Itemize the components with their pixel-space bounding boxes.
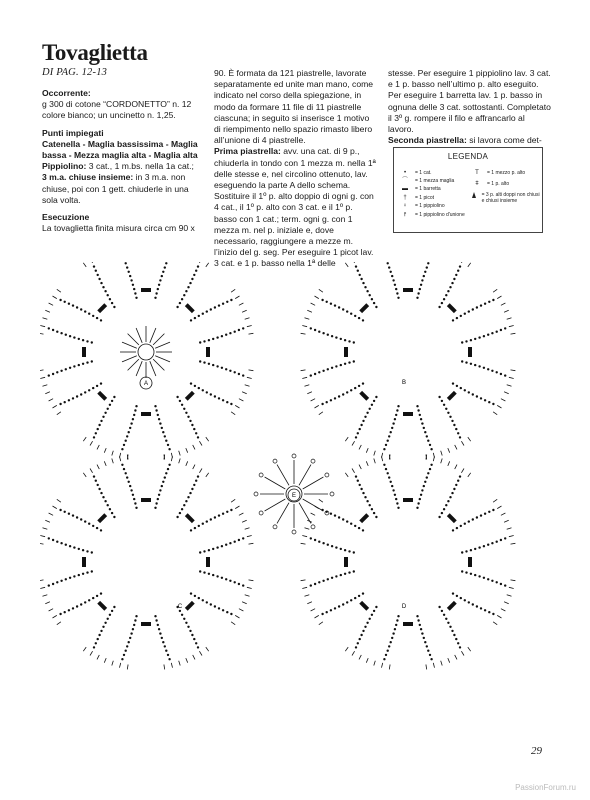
square-motif-a	[40, 262, 253, 459]
title-text: Tovaglietta	[42, 40, 148, 65]
legend-item-treble: ǂ = 1 p. alto	[470, 181, 509, 187]
square-motif-c	[40, 455, 253, 670]
motif-label-b: B	[401, 380, 407, 386]
legend-item-slip-stitch: ⌒ = 1 mezza maglia	[398, 178, 454, 184]
square-motif-b	[301, 262, 516, 459]
joining-pippiolino-symbol-icon: ⫯	[403, 212, 407, 218]
page-title	[42, 40, 148, 66]
chain-symbol-icon: •	[403, 170, 407, 176]
text-column-2	[214, 68, 376, 270]
prima-label: Prima piastrella:	[214, 146, 281, 157]
occorrente-text: g 300 di cotone “CORDONETTO” n. 12 colore bianco; un uncinetto n. 1,25.	[42, 99, 192, 121]
esecuzione-heading: Esecuzione	[42, 212, 90, 223]
bar-symbol-icon: ▬	[402, 186, 408, 192]
square-motif-d	[301, 455, 516, 670]
prima-text: avv. una cat. di 9 p., chiuderla in tondo con 1 mezza m. nella 1ª delle stesse e, nel circolino ottenuto, lav. eseguendo la parte A dello schema. Sostituire il 1º p. alto doppio di ogni g. con 4 cat., il 1º p. alto con 3 cat. e il 1º p. basso con 1 cat.; term. ogni g. con 1 mezza m. nel p. iniziale e, dove necessario, raggiungere a mezze m. l’inizio del g. seg. Per eseguire 1 picot lav. 3 cat. e 1 p. basso nella 1ª delle	[214, 146, 376, 269]
col2-text: 90. È formata da 121 piastrelle, lavorate separatamente ed unite man mano, come indicato nel corso della spiegazione, in modo da formare 11 file di 11 piastrelle ciascuna; in seguito si inserisce 1 motivo di riempimento nello spazio rimasto libero all’unione di 4 piastrelle.	[214, 68, 374, 146]
motif-label-d: D	[401, 604, 407, 610]
legend-item-half-double: T = 1 mezzo p. alto	[470, 170, 525, 176]
crochet-diagram	[40, 262, 560, 732]
legend-item-bar: ▬ = 1 barretta	[398, 186, 441, 192]
legend-item-picot: † = 1 picot	[398, 195, 434, 201]
seconda-text: si lavora come det-	[466, 135, 542, 146]
motif-label-e: E	[291, 493, 297, 499]
cluster-symbol-icon	[470, 192, 479, 200]
occorrente-heading: Occorrente:	[42, 88, 91, 98]
legend-box	[393, 147, 543, 233]
seconda-label: Seconda piastrella:	[388, 135, 467, 146]
prima-paragraph	[214, 146, 376, 269]
punti-list: Catenella - Maglia bassissima - Maglia bassa - Mezza maglia alta - Maglia alta	[42, 138, 198, 161]
legend-item-pippiolino: ♀ = 1 pippiolino	[398, 203, 445, 209]
picot-symbol-icon: †	[403, 195, 407, 201]
seconda-paragraph	[388, 135, 552, 146]
page-subtitle: DI PAG. 12-13	[42, 67, 108, 78]
motif-label-c: C	[177, 604, 183, 610]
page-number: 29	[531, 745, 542, 757]
center-rosettes	[140, 377, 334, 534]
esecuzione-text: La tovaglietta finita misura circa cm 90 x	[42, 223, 195, 234]
watermark: PassionForum.ru	[515, 783, 576, 792]
col3-text: stesse. Per eseguire 1 pippiolino lav. 3 cat. e 1 p. basso nell’ultimo p. alto eseguito. Per eseguire 1 barretta lav. 1 p. basso in ognuna delle 3 cat. sottostanti. Completato il 3º g. rompere il filo e affrancarlo al lavoro.	[388, 68, 551, 135]
legend-item-chain: • = 1 cat.	[398, 170, 432, 176]
half-double-symbol-icon: T	[475, 170, 479, 176]
pippiolino-label: Pippiolino:	[42, 161, 87, 172]
legend-item-joining-pippiolino: ⫯ = 1 pippiolino d'unione	[398, 212, 465, 218]
tre-ma-paragraph	[42, 172, 202, 206]
pippiolino-paragraph	[42, 161, 202, 172]
treble-symbol-icon: ǂ	[475, 181, 479, 187]
pippiolino-symbol-icon: ♀	[402, 203, 408, 209]
legend-item-cluster: = 3 p. alti doppi non chiusi e chiusi insieme	[470, 192, 540, 204]
motif-label-a: A	[143, 381, 149, 387]
pippiolino-text: 3 cat., 1 m.bs. nella 1a cat.;	[86, 161, 194, 172]
text-column-1	[42, 88, 202, 234]
text-column-3	[388, 68, 552, 146]
tre-ma-label: 3 m.a. chiuse insieme:	[42, 172, 134, 183]
legend-title: LEGENDA	[447, 152, 489, 161]
punti-heading: Punti impiegati	[42, 127, 104, 138]
slip-stitch-symbol-icon: ⌒	[401, 178, 408, 184]
tre-ma-text: in 3 m.a. non chiuse, poi con 1 gett. chiuderle in una sola volta.	[42, 172, 189, 205]
